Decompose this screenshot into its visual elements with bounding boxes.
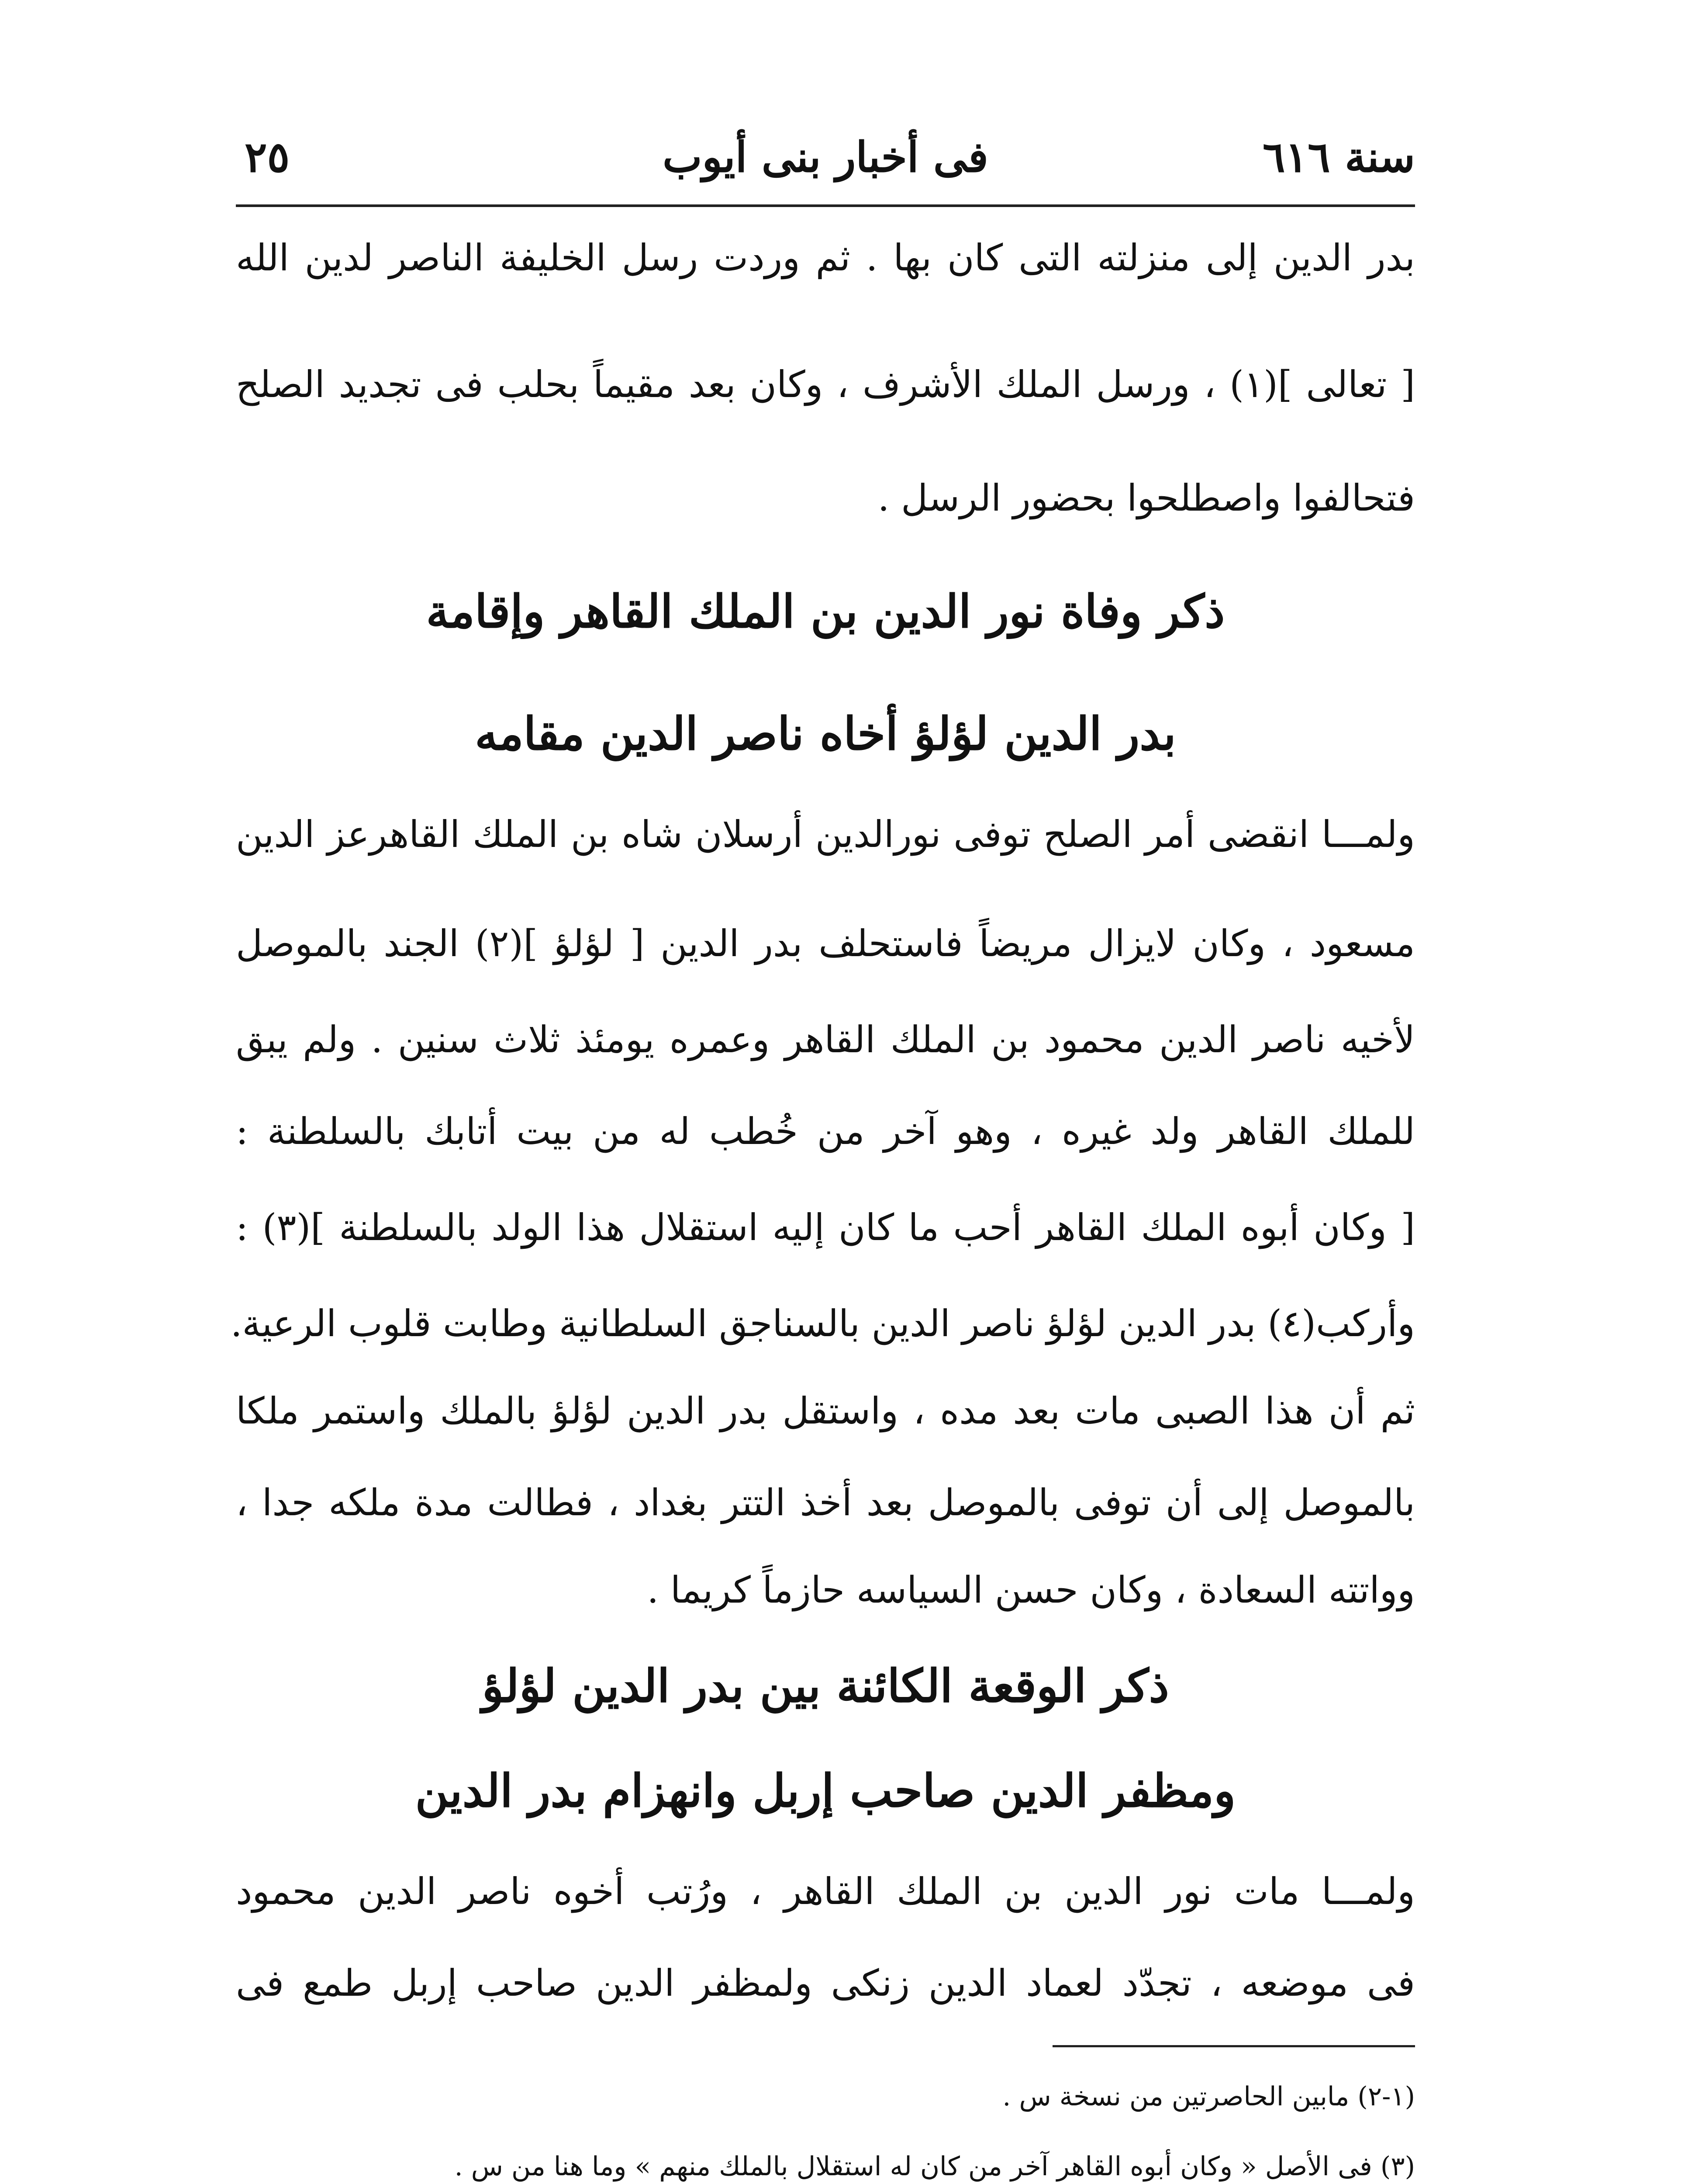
running-header xyxy=(236,127,1415,197)
running-title: فى أخبار بنى أيوب xyxy=(663,132,988,182)
section-heading: بدر الدين لؤلؤ أخاه ناصر الدين مقامه xyxy=(475,707,1176,760)
footnote: (١-٢) مابين الحاصرتين من نسخة س . xyxy=(1002,2081,1415,2112)
text-line: [ تعالى ](١) ، ورسل الملك الأشرف ، وكان بعد مقيماً بحلب فى تجديد الصلح xyxy=(236,363,1415,406)
section-heading: ذكر الوقعة الكائنة بين بدر الدين لؤلؤ xyxy=(482,1659,1169,1713)
section-heading: ذكر وفاة نور الدين بن الملك القاهر وإقامة xyxy=(426,584,1225,638)
text-line: فتحالفوا واصطلحوا بحضور الرسل . xyxy=(877,477,1415,519)
text-line: فى موضعه ، تجدّد لعماد الدين زنكى ولمظفر الدين صاحب إربل طمع فى xyxy=(236,1962,1415,2004)
footnote: (٣) فى الأصل « وكان أبوه القاهر آخر من كان له استقلال بالملك منهم » وما هنا من س . xyxy=(454,2151,1415,2182)
text-line: للملك القاهر ولد غيره ، وهو آخر من خُطب له من بيت أتابك بالسلطنة : xyxy=(236,1110,1415,1153)
text-line: ولمـــا مات نور الدين بن الملك القاهر ، ورُتب أخوه ناصر الدين محمود xyxy=(236,1870,1415,1913)
page-number: ٢٥ xyxy=(245,132,290,182)
year-label: سنة ٦١٦ xyxy=(1263,132,1415,182)
text-line: ثم أن هذا الصبى مات بعد مده ، واستقل بدر الدين لؤلؤ بالملك واستمر ملكا xyxy=(236,1389,1415,1432)
text-line: بالموصل إلى أن توفى بالموصل بعد أخذ التتر بغداد ، فطالت مدة ملكه جدا ، xyxy=(236,1481,1415,1524)
text-line: بدر الدين إلى منزلته التى كان بها . ثم وردت رسل الخليفة الناصر لدين الله xyxy=(236,236,1415,279)
text-line: مسعود ، وكان لايزال مريضاً فاستحلف بدر الدين [ لؤلؤ ](٢) الجند بالموصل xyxy=(236,922,1415,965)
text-line: وأركب(٤) بدر الدين لؤلؤ ناصر الدين بالسناجق السلطانية وطابت قلوب الرعية. xyxy=(230,1302,1415,1345)
text-line: ولمـــا انقضى أمر الصلح توفى نورالدين أرسلان شاه بن الملك القاهرعز الدين xyxy=(236,813,1415,856)
footnote-divider xyxy=(1053,2045,1415,2047)
header-divider xyxy=(236,204,1415,207)
text-line: لأخيه ناصر الدين محمود بن الملك القاهر وعمره يومئذ ثلاث سنين . ولم يبق xyxy=(236,1018,1415,1061)
section-heading: ومظفر الدين صاحب إربل وانهزام بدر الدين xyxy=(415,1764,1236,1818)
text-line: وواتته السعادة ، وكان حسن السياسه حازماً كريما . xyxy=(647,1569,1415,1611)
text-line: [ وكان أبوه الملك القاهر أحب ما كان إليه استقلال هذا الولد بالسلطنة ](٣) : xyxy=(236,1206,1415,1249)
